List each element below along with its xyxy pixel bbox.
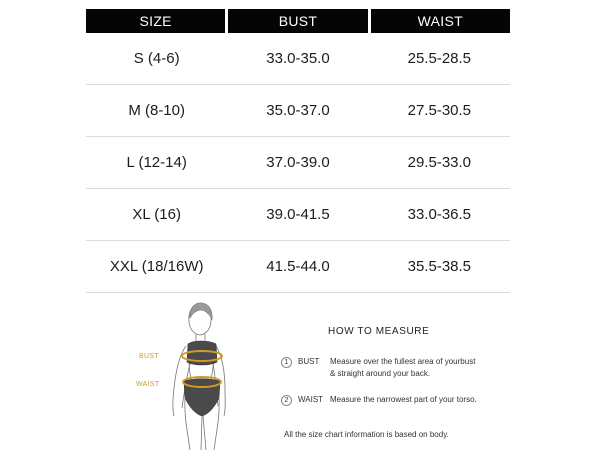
step-description: Measure over the fullest area of yourbust <box>330 357 476 366</box>
step-term: BUST <box>298 357 320 366</box>
table-row <box>86 137 510 189</box>
cell-waist: 35.5-38.5 <box>407 258 472 275</box>
cell-bust: 37.0-39.0 <box>266 154 330 171</box>
table-header <box>86 9 510 33</box>
measure-step-bust <box>281 356 475 380</box>
cell-size: XL (16) <box>132 206 181 223</box>
step-description: Measure the narrowest part of your torso. <box>330 395 477 404</box>
header-bust: BUST <box>228 9 367 33</box>
cell-bust: 41.5-44.0 <box>266 258 330 275</box>
measurement-figure <box>130 298 250 450</box>
body-illustration <box>130 298 250 450</box>
cell-size: S (4-6) <box>133 50 180 67</box>
cell-size: M (8-10) <box>128 102 185 119</box>
table-row <box>86 85 510 137</box>
cell-waist: 29.5-33.0 <box>407 154 472 171</box>
header-waist: WAIST <box>371 9 510 33</box>
waist-label: WAIST <box>136 381 160 388</box>
cell-bust: 35.0-37.0 <box>266 102 330 119</box>
cell-waist: 25.5-28.5 <box>407 50 472 67</box>
cell-waist: 33.0-36.5 <box>407 206 472 223</box>
step-term: WAIST <box>298 395 324 404</box>
cell-waist: 27.5-30.5 <box>407 102 472 119</box>
cell-size: XXL (18/16W) <box>109 258 204 275</box>
size-chart-table <box>86 9 510 293</box>
cell-bust: 39.0-41.5 <box>266 206 330 223</box>
cell-bust: 33.0-35.0 <box>266 50 330 67</box>
step-number-badge: 1 <box>281 357 292 368</box>
how-to-measure-title: HOW TO MEASURE <box>328 326 430 337</box>
table-row <box>86 189 510 241</box>
bust-label: BUST <box>139 353 159 360</box>
cell-size: L (12-14) <box>126 154 187 171</box>
table-row <box>86 241 510 293</box>
measure-step-waist <box>281 394 477 406</box>
step-number-badge: 2 <box>281 395 292 406</box>
size-chart-note: All the size chart information is based on body. <box>284 430 449 439</box>
header-size: SIZE <box>86 9 225 33</box>
table-row <box>86 33 510 85</box>
step-description-continued: & straight around your back. <box>330 369 431 379</box>
